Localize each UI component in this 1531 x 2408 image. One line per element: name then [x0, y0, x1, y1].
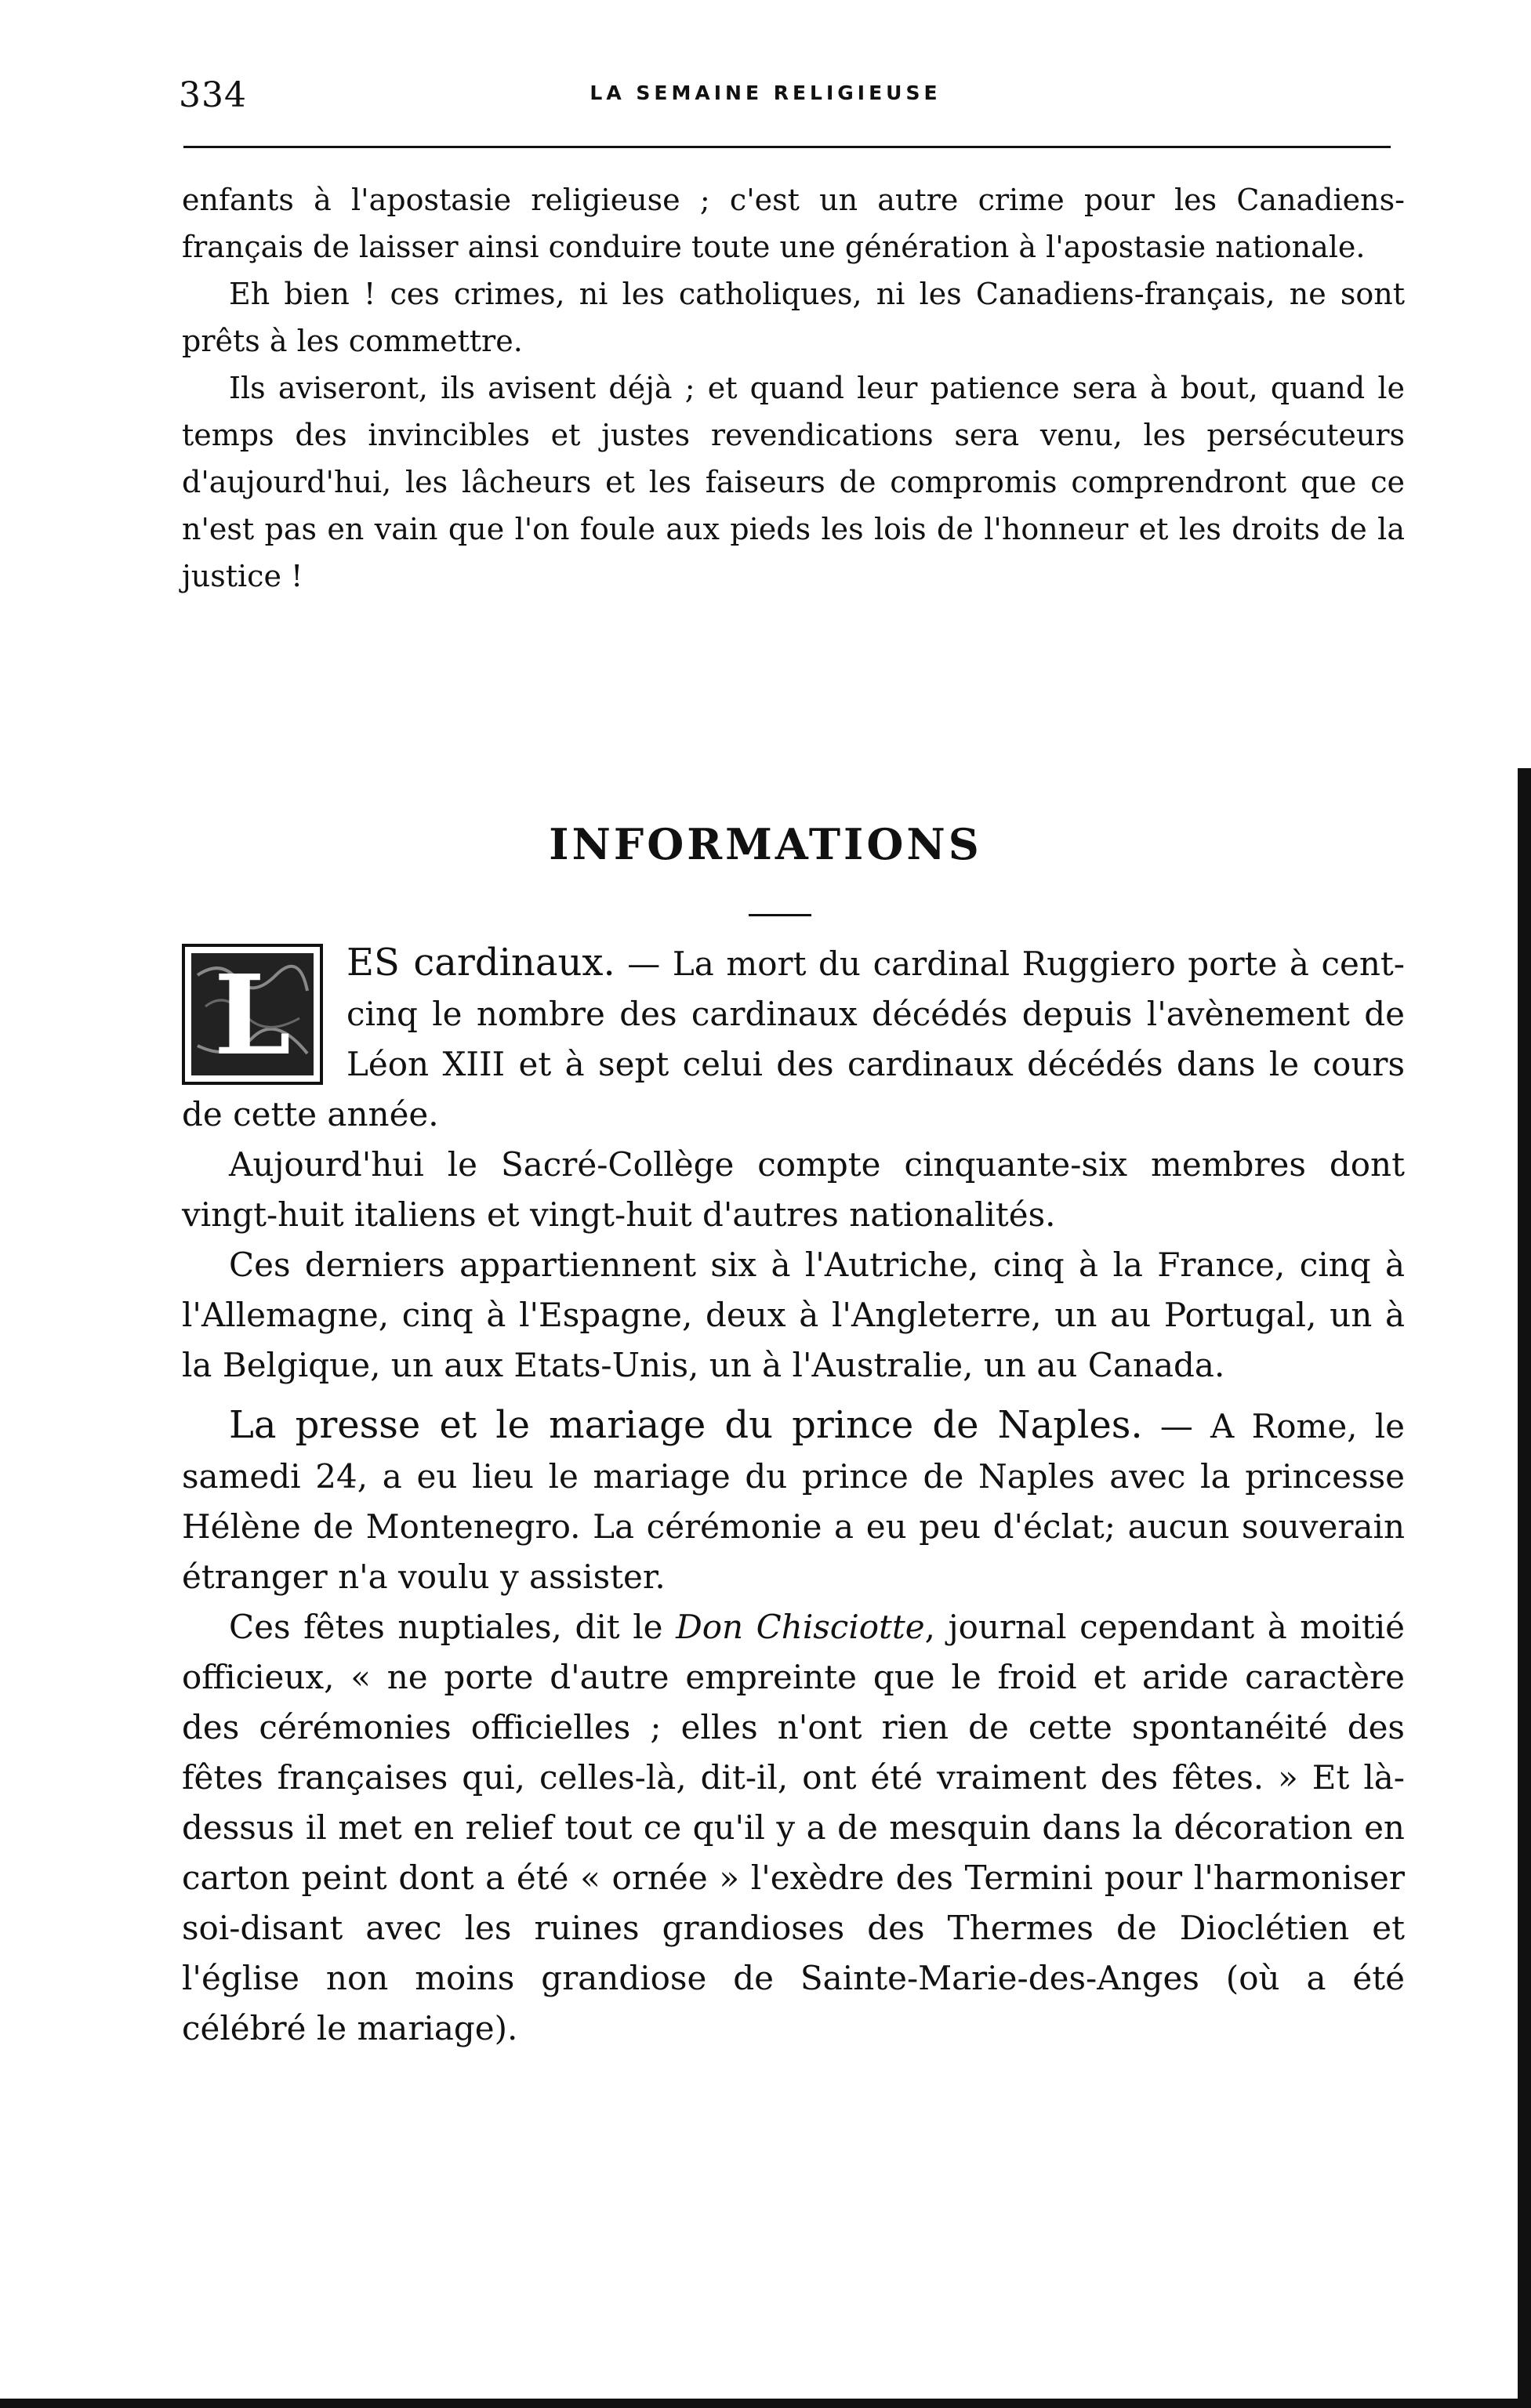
- item-text: — A Rome, le samedi 24, a eu lieu le mariage du prince de Naples avec la princesse Hélène de Montenegro. La cérémonie a eu peu d'éclat; aucun souverain étranger n'a voulu y assister.: [182, 1407, 1405, 1596]
- section-title: INFORMATIONS: [549, 819, 982, 869]
- title-rule: [749, 914, 811, 916]
- continued-article: [182, 176, 1405, 600]
- dropcap-ornament: [182, 944, 323, 1085]
- informations-section: [182, 937, 1405, 2054]
- page-number: 334: [179, 75, 247, 115]
- text-fragment: , journal cependant à moitié officieux, « ne porte d'autre empreinte que le froid et aride caractère des cérémonies officielles ; elles n'ont rien de cette spontanéité des fêtes françaises qui, celles-là, dit-il, ont été vraiment des fêtes. » Et là-dessus il met en relief tout ce qu'il y a de mesquin dans la décoration en carton peint dont a été « ornée » l'exèdre des Termini pour l'harmoniser soi-disant avec les ruines grandioses des Thermes de Dioclétien et l'église non moins grandiose de Sainte-Marie-des-Anges (où a été célébré le mariage).: [182, 1608, 1406, 2047]
- header-rule: [183, 146, 1391, 148]
- paragraph-naples: [182, 1400, 1405, 1602]
- paragraph: enfants à l'apostasie religieuse ; c'est un autre crime pour les Canadiens-français de laisser ainsi conduire toute une génération à l'apostasie nationale.: [182, 183, 1405, 264]
- paragraph: [182, 1602, 1405, 2054]
- text-fragment: Ces fêtes nuptiales, dit le: [229, 1608, 677, 1646]
- paragraph: Aujourd'hui le Sacré-Collège compte cinquante-six membres dont vingt-huit italiens et vingt-huit d'autres nationalités.: [182, 1145, 1405, 1234]
- page-edge-bottom: [0, 2399, 1531, 2408]
- paragraph: Ces derniers appartiennent six à l'Autriche, cinq à la France, cinq à l'Allemagne, cinq à l'Espagne, deux à l'Angleterre, un au Portugal, un à la Belgique, un aux Etats-Unis, un à l'Australie, un au Canada.: [182, 1246, 1405, 1384]
- paragraph: Eh bien ! ces crimes, ni les catholiques, ni les Canadiens-français, ne sont prêts à les commettre.: [182, 277, 1405, 358]
- journal-title: Don Chisciotte: [676, 1608, 925, 1646]
- paragraph-cardinaux: [182, 937, 1405, 1140]
- page-edge-shadow: [1518, 768, 1531, 2408]
- item-text: — La mort du cardinal Ruggiero porte à cent-cinq le nombre des cardinaux décédés depuis l'avènement de Léon XIII et à sept celui des cardinaux décédés dans le cours de cette année.: [182, 945, 1405, 1133]
- paragraph: Ils aviseront, ils avisent déjà ; et quand leur patience sera à bout, quand le temps des invincibles et justes revendications sera venu, les persécuteurs d'aujourd'hui, les lâcheurs et les faiseurs de compromis comprendront que ce n'est pas en vain que l'on foule aux pieds les lois de l'honneur et les droits de la justice !: [182, 371, 1405, 593]
- item-heading: ES cardinaux.: [346, 941, 615, 985]
- running-head: LA SEMAINE RELIGIEUSE: [590, 82, 941, 104]
- dropcap-letter: L: [213, 952, 292, 1080]
- item-heading: La presse et le mariage du prince de Naples.: [229, 1403, 1143, 1447]
